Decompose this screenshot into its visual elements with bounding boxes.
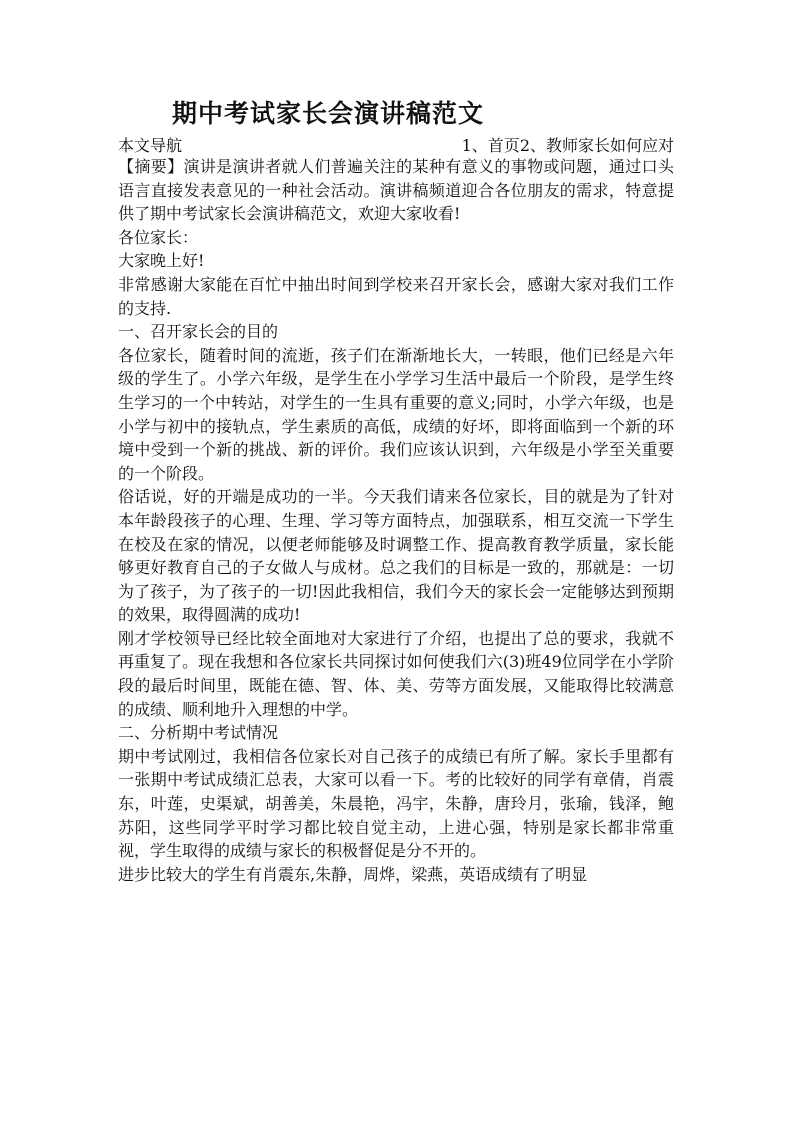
nav-label: 本文导航 xyxy=(118,136,183,155)
nav-link-home[interactable]: 1、首页 xyxy=(461,136,520,155)
greeting: 大家晚上好! xyxy=(118,251,205,271)
nav-link-teacher-parent[interactable]: 2、教师家长如何应对 xyxy=(519,136,674,155)
article-body xyxy=(118,155,674,886)
article-navigation xyxy=(118,133,674,157)
thanks-paragraph: 非常感谢大家能在百忙中抽出时间到学校来召开家长会，感谢大家对我们工作的支持. xyxy=(118,274,674,318)
body-paragraph: 刚才学校领导已经比较全面地对大家进行了介绍，也提出了总的要求，我就不再重复了。现在我想和各位家长共同探讨如何使我们六(3)班49位同学在小学阶段的最后时间里，既能在德、智、体、美、劳等方面发展，又能取得比较满意的成绩、顺利地升入理想的中学。 xyxy=(118,628,674,719)
body-paragraph: 期中考试刚过，我相信各位家长对自己孩子的成绩已有所了解。家长手里都有一张期中考试成绩汇总表，大家可以看一下。考的比较好的同学有章倩，肖震东，叶莲，史渠斌，胡善美，朱晨艳，冯宇，朱静，唐玲月，张瑜，钱泽，鲍苏阳，这些同学平时学习都比较自觉主动，上进心强，特别是家长都非常重视，学生取得的成绩与家长的积极督促是分不开的。 xyxy=(118,746,674,861)
section-heading-purpose: 一、召开家长会的目的 xyxy=(118,322,279,342)
section-heading-midterm-analysis: 二、分析期中考试情况 xyxy=(118,723,279,743)
nav-links xyxy=(462,133,674,156)
body-paragraph: 俗话说，好的开端是成功的一半。今天我们请来各位家长，目的就是为了针对本年龄段孩子的心理、生理、学习等方面特点，加强联系，相互交流一下学生在校及在家的情况，以便老师能够及时调整工作、提高教育教学质量，家长能够更好教育自己的子女做人与成材。总之我们的目标是一致的，那就是：一切为了孩子，为了孩子的一切!因此我相信，我们今天的家长会一定能够达到预期的效果，取得圆满的成功! xyxy=(118,487,674,625)
salutation: 各位家长： xyxy=(118,227,199,247)
document-title: 期中考试家长会演讲稿范文 xyxy=(172,99,485,128)
body-paragraph: 进步比较大的学生有肖震东,朱静，周烨，梁燕，英语成绩有了明显 xyxy=(118,864,588,884)
abstract-paragraph: 【摘要】演讲是演讲者就人们普遍关注的某种有意义的事物或问题，通过口头语言直接发表意见的一种社会活动。演讲稿频道迎合各位朋友的需求，特意提供了期中考试家长会演讲稿范文，欢迎大家收看! xyxy=(118,157,674,224)
body-paragraph: 各位家长，随着时间的流逝，孩子们在渐渐地长大，一转眼，他们已经是六年级的学生了。小学六年级，是学生在小学学习生活中最后一个阶段，是学生终生学习的一个中转站，对学生的一生具有重要的意义;同时，小学六年级，也是小学与初中的接轨点，学生素质的高低，成绩的好坏，即将面临到一个新的环境中受到一个新的挑战、新的评价。我们应该认识到，六年级是小学至关重要的一个阶段。 xyxy=(118,345,674,483)
